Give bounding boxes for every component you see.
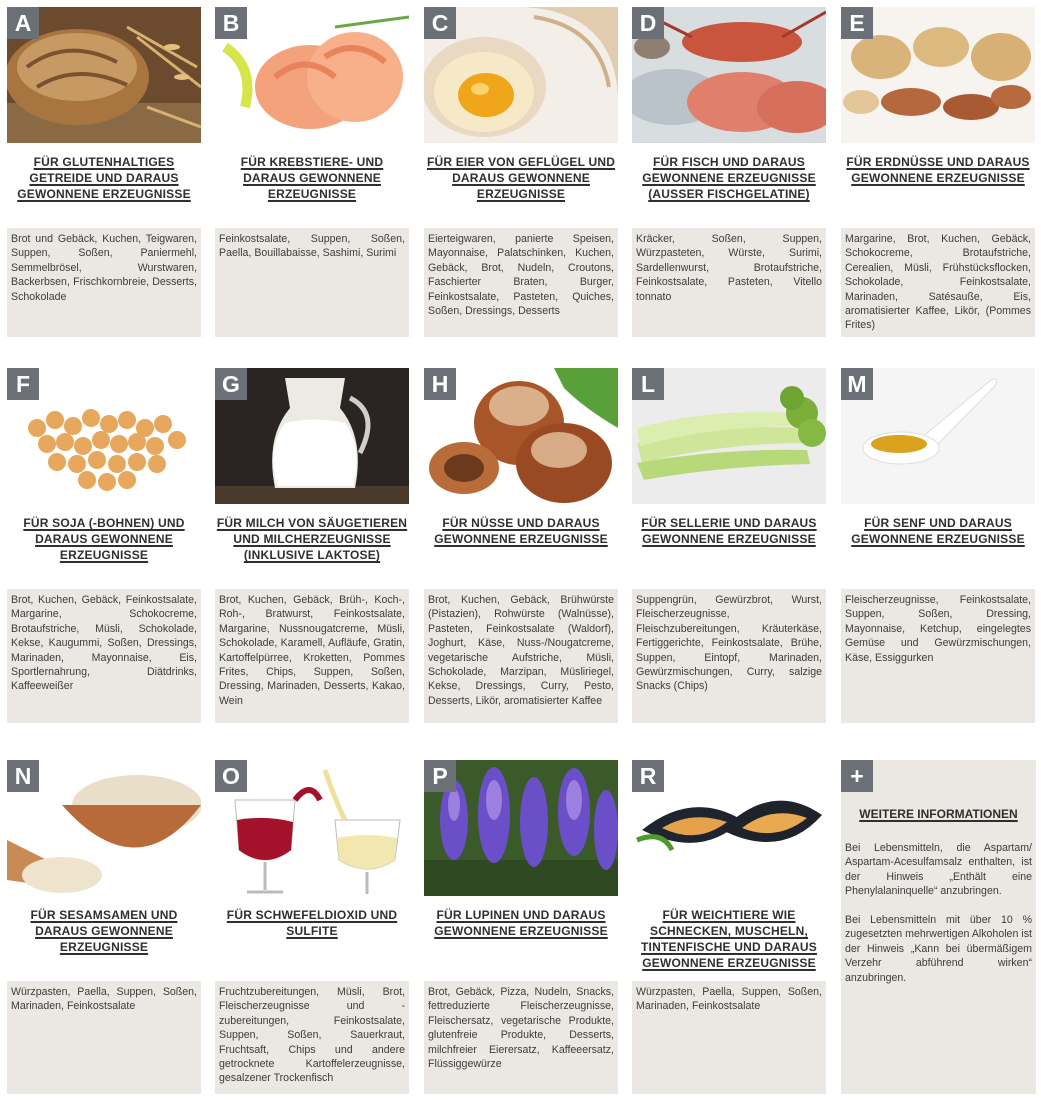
allergen-letter-badge: A — [7, 7, 39, 39]
allergen-foods-list: Brot, Kuchen, Gebäck, Brüh-, Koch-, Roh-, Bratwurst, Feinkostsalate, Margarine, Nussnougatcreme, Müsli, Schokolade, Karamell, Aufläufe, Gratin, Kartoffelpürree, Kroketten, Pommes Frites, Chips, Suppen, Soßen, Dressing, Marinaden, Desserts, Kakao, Wein — [215, 589, 409, 723]
allergen-title: FÜR SCHWEFELDIOXID UND SULFITE — [226, 908, 398, 938]
allergen-title: FÜR ERDNÜSSE UND DARAUS GEWONNENE ERZEUGNISSE — [846, 155, 1030, 185]
allergen-foods-list: Würzpasten, Paella, Suppen, Soßen, Marinaden, Feinkostsalate — [632, 981, 826, 1094]
allergen-title: FÜR SELLERIE UND DARAUS GEWONNENE ERZEUGNISSE — [641, 516, 817, 546]
allergen-letter-badge: C — [424, 7, 456, 39]
allergen-foods-list: Brot und Gebäck, Kuchen, Teigwaren, Suppen, Soßen, Paniermehl, Semmelbrösel, Wurstwaren, Backerbsen, Frischkornbreie, Desserts, Schokolade — [7, 228, 201, 337]
allergen-letter-badge: E — [841, 7, 873, 39]
allergen-title: FÜR SESAMSAMEN UND DARAUS GEWONNENE ERZEUGNISSE — [30, 908, 178, 954]
plus-icon: + — [841, 760, 873, 792]
allergen-title: FÜR EIER VON GEFLÜGEL UND DARAUS GEWONNENE ERZEUGNISSE — [426, 155, 616, 201]
allergen-foods-list: Fleischerzeugnisse, Feinkostsalate, Suppen, Soßen, Dressing, Mayonnaise, Ketchup, eingelegtes Gemüse und Gewürzmischungen, Käse, Essiggurken — [841, 589, 1035, 723]
allergen-letter-badge: H — [424, 368, 456, 400]
allergen-letter-badge: G — [215, 368, 247, 400]
info-paragraph-polyols: Bei Lebensmitteln mit über 10 % zugesetzten mehrwertigen Alkoholen ist der Hinweis „Kann bei übermäßigem Verzehr abführend wirken“ anzubringen. — [845, 914, 1032, 984]
allergen-title: FÜR SENF UND DARAUS GEWONNENE ERZEUGNISSE — [851, 516, 1025, 546]
allergen-foods-list: Eierteigwaren, panierte Speisen, Mayonnaise, Palatschinken, Kuchen, Gebäck, Brot, Nudeln, Croutons, Faschierter Braten, Burger, Feinkostsalate, Pasteten, Quiches, Soßen, Dressings, Desserts — [424, 228, 618, 337]
allergen-foods-list: Kräcker, Soßen, Suppen, Würzpasteten, Würste, Surimi, Sardellenwurst, Brotaufstriche, Feinkostsalate, Pasteten, Vitello tonnato — [632, 228, 826, 337]
allergen-title: FÜR GLUTENHALTIGES GETREIDE UND DARAUS GEWONNENE ERZEUGNISSE — [17, 155, 191, 201]
allergen-letter-badge: M — [841, 368, 873, 400]
allergen-foods-list: Brot, Kuchen, Gebäck, Feinkostsalate, Margarine, Schokocreme, Brotaufstriche, Müsli, Schokolade, Kekse, Kaugummi, Soßen, Dressings, Marinaden, Mayonnaise, Eis, Sportlernahrung, Diätdrinks, Kaffeeweißer — [7, 589, 201, 723]
allergen-foods-list: Brot, Gebäck, Pizza, Nudeln, Snacks, fettreduzierte Fleischerzeugnisse, Fleischersatz, vegetarische Produkte, glutenfreie Produkte, Desserts, milchfreier Eierersatz, Kaffeeersatz, Flüssiggewürze — [424, 981, 618, 1094]
allergen-title: FÜR SOJA (-BOHNEN) UND DARAUS GEWONNENE ERZEUGNISSE — [23, 516, 185, 562]
allergen-letter-badge: B — [215, 7, 247, 39]
allergen-letter-badge: R — [632, 760, 664, 792]
allergen-foods-list: Würzpasten, Paella, Suppen, Soßen, Marinaden, Feinkostsalate — [7, 981, 201, 1094]
allergen-foods-list: Suppengrün, Gewürzbrot, Wurst, Fleischerzeugnisse, Fleischzubereitungen, Kräuterkäse, Fertiggerichte, Feinkostsalate, Brühe, Suppen, Eintopf, Marinaden, Gewürzmischungen, Curry, salzige Snacks (Chips) — [632, 589, 826, 723]
allergen-title: FÜR LUPINEN UND DARAUS GEWONNENE ERZEUGNISSE — [434, 908, 608, 938]
allergen-title: FÜR FISCH UND DARAUS GEWONNENE ERZEUGNISSE (AUSSER FISCHGELATINE) — [642, 155, 816, 201]
allergen-title: FÜR MILCH VON SÄUGETIEREN UND MILCHERZEUGNISSE (INKLUSIVE LAKTOSE) — [216, 516, 408, 562]
allergen-letter-badge: N — [7, 760, 39, 792]
allergen-title: FÜR KREBSTIERE- UND DARAUS GEWONNENE ERZEUGNISSE — [240, 155, 384, 201]
allergen-letter-badge: F — [7, 368, 39, 400]
info-title: WEITERE INFORMATIONEN — [859, 807, 1018, 821]
allergen-letter-badge: L — [632, 368, 664, 400]
allergen-letter-badge: D — [632, 7, 664, 39]
info-paragraph-aspartame: Bei Lebensmitteln, die Aspartam/ Aspartam-Acesulfamsalz enthalten, ist der Hinweis „Enthält eine Phenylalaninquelle“ anzubringen. — [845, 842, 1032, 898]
allergen-foods-list: Margarine, Brot, Kuchen, Gebäck, Schokocreme, Brotaufstriche, Cerealien, Müsli, Frühstücksflocken, Schokolade, Feinkostsalate, Marinaden, Satésauße, Eis, aromatisierter Kaffee, Likör, (Pommes Frites) — [841, 228, 1035, 337]
allergen-foods-list: Feinkostsalate, Suppen, Soßen, Paella, Bouillabaisse, Sashimi, Surimi — [215, 228, 409, 337]
further-information-box — [841, 760, 1036, 1094]
allergen-letter-badge: O — [215, 760, 247, 792]
allergen-letter-badge: P — [424, 760, 456, 792]
allergen-foods-list: Brot, Kuchen, Gebäck, Brühwürste (Pistazien), Rohwürste (Walnüsse), Pasteten, Feinkostsalate (Waldorf), Joghurt, Käse, Nuss-/Nougatcreme, vegetarische Aufstriche, Müsli, Schokolade, Marzipan, Müsliriegel, Kekse, Dressings, Curry, Pesto, Desserts, Likör, aromatisierter Kaffee — [424, 589, 618, 723]
allergen-title: FÜR NÜSSE UND DARAUS GEWONNENE ERZEUGNISSE — [434, 516, 608, 546]
allergen-title: FÜR WEICHTIERE WIE SCHNECKEN, MUSCHELN, TINTENFISCHE UND DARAUS GEWONNENE ERZEUGNISSE — [641, 908, 817, 970]
allergen-foods-list: Fruchtzubereitungen, Müsli, Brot, Fleischerzeugnisse und -zubereitungen, Feinkostsalate, Suppen, Soßen, Sauerkraut, Fruchtsaft, Chips und andere getrocknete Kartoffelerzeugnisse, gesalzener Trockenfisch — [215, 981, 409, 1094]
